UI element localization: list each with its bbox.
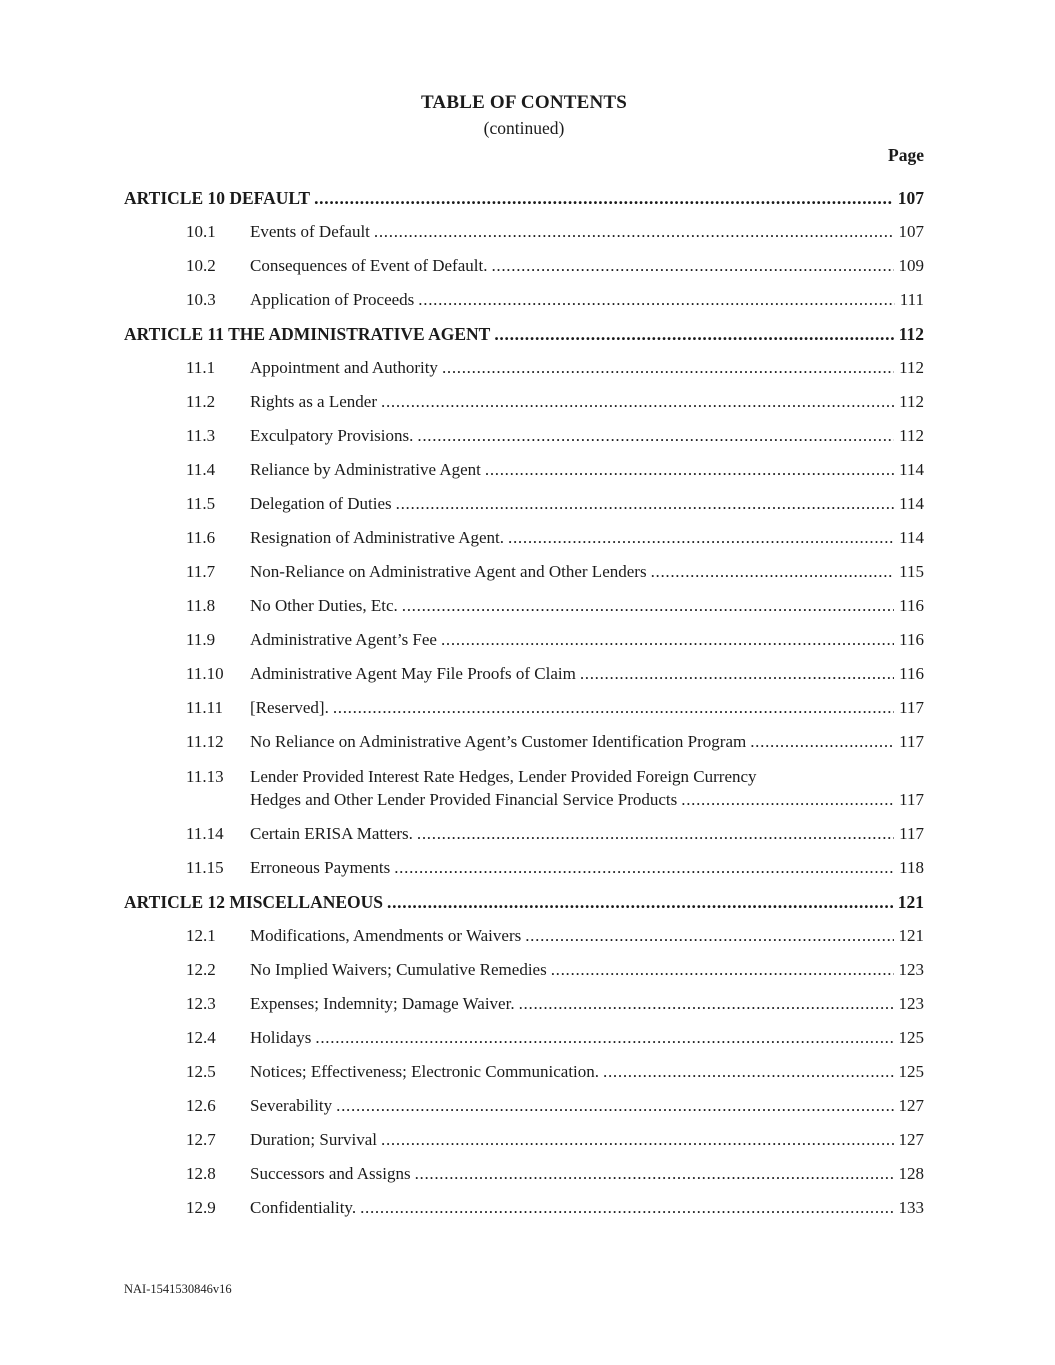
entry-page-number: 114: [899, 528, 924, 547]
section-number: 11.10: [186, 664, 224, 683]
toc-section-row: [124, 425, 924, 447]
toc-section-row: [124, 255, 924, 277]
toc-section-row: [124, 1061, 924, 1083]
toc-section-row: [124, 823, 924, 845]
dot-leader: [494, 323, 893, 345]
toc-section-row: [124, 731, 924, 753]
toc-section-row: [124, 1197, 924, 1219]
dot-leader: [750, 731, 894, 753]
entry-page-number: 111: [899, 290, 924, 309]
entry-page-number: 114: [899, 494, 924, 513]
dot-leader: [418, 289, 894, 311]
entry-page-number: 128: [898, 1164, 924, 1183]
toc-section-row: [124, 221, 924, 243]
section-number: 11.5: [186, 494, 216, 513]
toc-section-row: [124, 663, 924, 685]
dot-leader: [551, 959, 894, 981]
dot-leader: [442, 357, 894, 379]
section-number: 11.6: [186, 528, 216, 547]
section-number: 11.3: [186, 426, 216, 445]
entry-label: Successors and Assigns: [250, 1164, 411, 1183]
toc-section-row: [124, 357, 924, 379]
toc-section-row: [124, 697, 924, 719]
section-number: 11.9: [186, 630, 216, 649]
toc-section-row: [124, 459, 924, 481]
section-number: 11.4: [186, 460, 216, 479]
toc-article-row: [124, 891, 924, 913]
section-number: 10.1: [186, 222, 216, 241]
entry-page-number: 125: [898, 1062, 924, 1081]
dot-leader: [603, 1061, 893, 1083]
entry-label: ARTICLE 10 DEFAULT: [124, 188, 311, 208]
entry-page-number: 117: [899, 790, 924, 809]
dot-leader: [314, 187, 893, 209]
entry-label: Application of Proceeds: [250, 290, 415, 309]
entry-label: Rights as a Lender: [250, 392, 377, 411]
entry-page-number: 107: [897, 188, 924, 208]
entry-page-number: 121: [898, 926, 924, 945]
entry-page-number: 112: [898, 324, 924, 344]
section-number: 10.3: [186, 290, 216, 309]
toc-section-row: [124, 993, 924, 1015]
entry-label: Consequences of Event of Default.: [250, 256, 488, 275]
entry-page-number: 116: [899, 664, 924, 683]
page-content: [124, 92, 924, 1231]
section-number: 11.1: [186, 358, 216, 377]
toc-section-row: [124, 1095, 924, 1117]
entry-page-number: 116: [899, 596, 924, 615]
section-number: 11.8: [186, 596, 216, 615]
dot-leader: [336, 1095, 893, 1117]
section-number: 12.5: [186, 1062, 216, 1081]
dot-leader: [417, 425, 894, 447]
entry-label: Certain ERISA Matters.: [250, 824, 413, 843]
entry-label: ARTICLE 11 THE ADMINISTRATIVE AGENT: [124, 324, 491, 344]
entry-line2: [250, 788, 924, 811]
entry-label: ARTICLE 12 MISCELLANEOUS: [124, 892, 384, 912]
page-title: TABLE OF CONTENTS: [420, 92, 628, 113]
dot-leader: [374, 221, 894, 243]
entry-label: Modifications, Amendments or Waivers: [250, 926, 522, 945]
dot-leader: [381, 391, 894, 413]
entry-page-number: 112: [899, 426, 924, 445]
section-number: 11.7: [186, 562, 216, 581]
dot-leader: [525, 925, 893, 947]
toc-section-row: [124, 1129, 924, 1151]
toc-section-row: [124, 1027, 924, 1049]
entry-label: Holidays: [250, 1028, 312, 1047]
entry-label: Reliance by Administrative Agent: [250, 460, 481, 479]
dot-leader: [441, 629, 894, 651]
dot-leader: [315, 1027, 893, 1049]
entry-label: Delegation of Duties: [250, 494, 392, 513]
page-column-label: Page: [888, 145, 924, 165]
entry-label: Events of Default: [250, 222, 370, 241]
section-number: 12.2: [186, 960, 216, 979]
entry-page-number: 117: [899, 698, 924, 717]
entry-label: No Reliance on Administrative Agent’s Customer Identification Program: [250, 732, 747, 751]
entry-label: Administrative Agent May File Proofs of Claim: [250, 664, 576, 683]
entry-page-number: 127: [898, 1096, 924, 1115]
entry-page-number: 107: [898, 222, 924, 241]
entry-label: Resignation of Administrative Agent.: [250, 528, 505, 547]
entry-page-number: 123: [898, 960, 924, 979]
section-number: 11.14: [186, 824, 224, 843]
section-number: 12.3: [186, 994, 216, 1013]
dot-leader: [508, 527, 894, 549]
page-subtitle: (continued): [483, 118, 565, 138]
dot-leader: [333, 697, 894, 719]
footer-doc-id: NAI-1541530846v16: [124, 1282, 232, 1296]
toc-section-row: [124, 1163, 924, 1185]
dot-leader: [485, 459, 894, 481]
entry-label: Confidentiality.: [250, 1198, 357, 1217]
dot-leader: [394, 857, 894, 879]
dot-leader: [381, 1129, 893, 1151]
entry-label: Non-Reliance on Administrative Agent and Other Lenders: [250, 562, 647, 581]
section-number: 12.6: [186, 1096, 216, 1115]
toc-section-row: [124, 527, 924, 549]
toc-article-row: [124, 323, 924, 345]
section-number: 12.4: [186, 1028, 216, 1047]
toc-section-row: [124, 857, 924, 879]
section-number: 11.13: [186, 767, 224, 786]
entry-page-number: 116: [899, 630, 924, 649]
toc-section-row: [124, 493, 924, 515]
dot-leader: [396, 493, 894, 515]
entry-label: No Other Duties, Etc.: [250, 596, 398, 615]
entry-page-number: 115: [899, 562, 924, 581]
entry-label: Notices; Effectiveness; Electronic Communication.: [250, 1062, 600, 1081]
dot-leader: [580, 663, 894, 685]
entry-page-number: 114: [899, 460, 924, 479]
toc-section-row: [124, 289, 924, 311]
section-number: 12.9: [186, 1198, 216, 1217]
section-number: 10.2: [186, 256, 216, 275]
entry-page-number: 121: [897, 892, 924, 912]
dot-leader: [402, 595, 894, 617]
entry-label: Administrative Agent’s Fee: [250, 630, 437, 649]
entry-page-number: 127: [898, 1130, 924, 1149]
entry-label: Appointment and Authority: [250, 358, 438, 377]
section-number: 12.7: [186, 1130, 216, 1149]
entry-label: Exculpatory Provisions.: [250, 426, 414, 445]
dot-leader: [360, 1197, 893, 1219]
entry-label-line2: Hedges and Other Lender Provided Financial Service Products: [250, 790, 678, 809]
entry-page-number: 123: [898, 994, 924, 1013]
dot-leader: [651, 561, 895, 583]
toc-section-row: [124, 765, 924, 811]
entry-label: No Implied Waivers; Cumulative Remedies: [250, 960, 547, 979]
dot-leader: [491, 255, 893, 277]
dot-leader: [519, 993, 894, 1015]
entry-label: Erroneous Payments: [250, 858, 391, 877]
dot-leader: [415, 1163, 894, 1185]
section-number: 12.1: [186, 926, 216, 945]
section-number: 11.15: [186, 858, 224, 877]
toc-section-row: [124, 391, 924, 413]
entry-label: [Reserved].: [250, 698, 329, 717]
entry-body: [250, 765, 924, 811]
entry-page-number: 133: [898, 1198, 924, 1217]
section-number: 11.2: [186, 392, 216, 411]
dot-leader: [417, 823, 894, 845]
section-number: 12.8: [186, 1164, 216, 1183]
toc-article-row: [124, 187, 924, 209]
entry-label: Expenses; Indemnity; Damage Waiver.: [250, 994, 515, 1013]
entry-page-number: 118: [899, 858, 924, 877]
toc-section-row: [124, 925, 924, 947]
toc-section-row: [124, 561, 924, 583]
entry-page-number: 112: [899, 358, 924, 377]
entry-label: Severability: [250, 1096, 333, 1115]
toc-section-row: [124, 629, 924, 651]
dot-leader: [387, 891, 893, 913]
entry-label-line1: Lender Provided Interest Rate Hedges, Lender Provided Foreign Currency: [250, 767, 757, 786]
entry-page-number: 117: [899, 732, 924, 751]
section-number: 11.12: [186, 732, 224, 751]
toc-section-row: [124, 595, 924, 617]
dot-leader: [681, 788, 894, 811]
toc-list: [124, 187, 924, 1219]
entry-page-number: 125: [898, 1028, 924, 1047]
entry-page-number: 117: [899, 824, 924, 843]
entry-page-number: 109: [898, 256, 924, 275]
section-number: 11.11: [186, 698, 223, 717]
entry-label: Duration; Survival: [250, 1130, 378, 1149]
entry-page-number: 112: [899, 392, 924, 411]
toc-section-row: [124, 959, 924, 981]
